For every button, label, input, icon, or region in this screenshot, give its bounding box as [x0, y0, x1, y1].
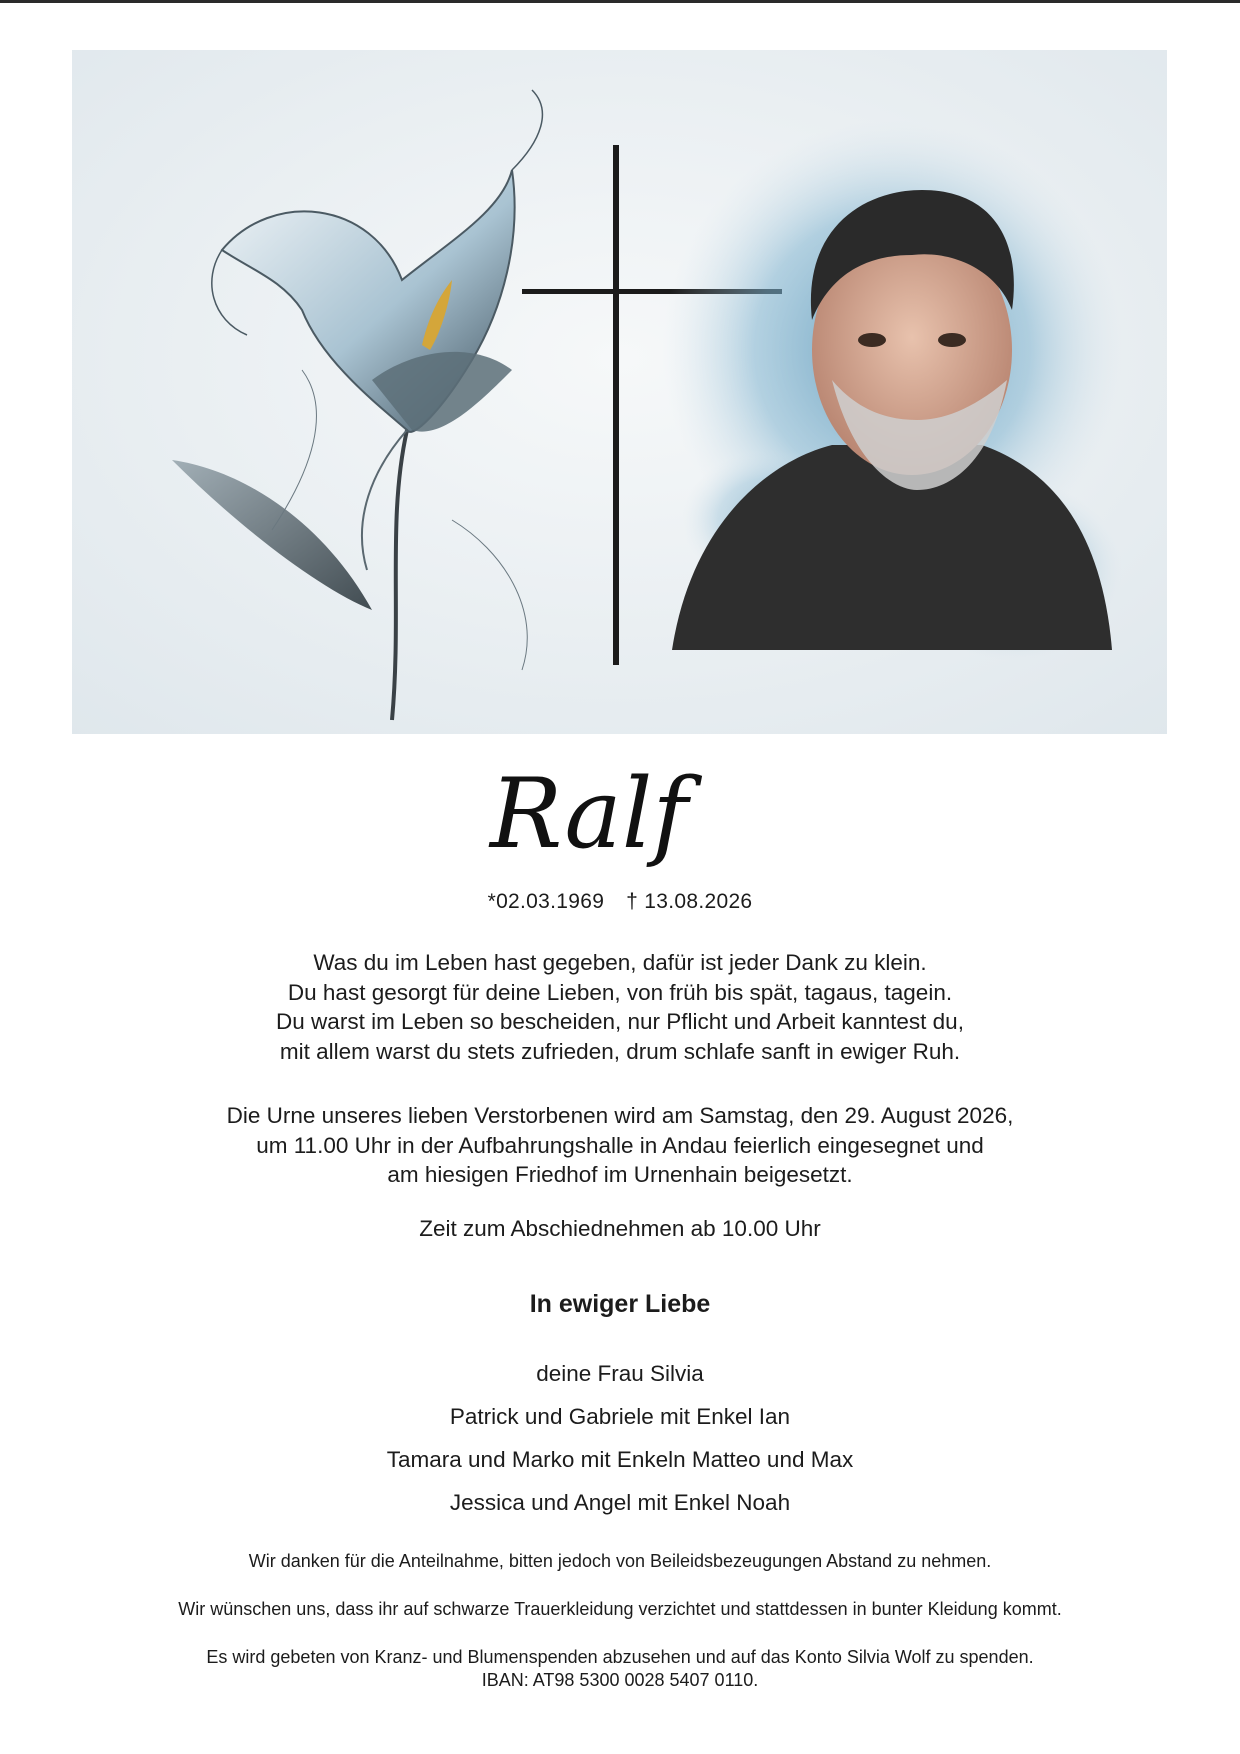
first-name: Ralf	[490, 758, 688, 870]
iban-line: IBAN: AT98 5300 0028 5407 0110.	[481, 1670, 759, 1690]
closing-notes	[0, 1550, 1240, 1692]
funeral-line: um 11.00 Uhr in der Aufbahrungshalle in Andau feierlich eingesegnet und	[256, 1132, 984, 1158]
mourners-list	[0, 1352, 1240, 1524]
life-dates	[0, 890, 1240, 914]
funeral-details	[0, 1101, 1240, 1190]
donation-note: Es wird gebeten von Kranz- und Blumenspenden abzusehen und auf das Konto Silvia Wolf zu spenden.	[206, 1647, 1034, 1667]
verse-line: mit allem warst du stets zufrieden, drum schlafe sanft in ewiger Ruh.	[279, 1038, 961, 1064]
top-border-line	[0, 0, 1240, 3]
funeral-line: Die Urne unseres lieben Verstorbenen wird am Samstag, den 29. August 2026,	[226, 1103, 1014, 1128]
verse-line: Du warst im Leben so bescheiden, nur Pflicht und Arbeit kanntest du,	[276, 1009, 964, 1034]
clothing-note: Wir wünschen uns, dass ihr auf schwarze Trauerkleidung verzichtet und stattdessen in bunter Kleidung kommt.	[178, 1599, 1062, 1619]
verse-line: Was du im Leben hast gegeben, dafür ist jeder Dank zu klein.	[313, 950, 927, 975]
birth-date: *02.03.1969	[487, 890, 605, 913]
death-symbol: †	[626, 890, 639, 913]
mourner-item: Tamara und Marko mit Enkeln Matteo und Max	[386, 1447, 854, 1472]
mourner-item: Jessica und Angel mit Enkel Noah	[449, 1490, 791, 1515]
deceased-name-script	[480, 742, 820, 892]
verse-line: Du hast gesorgt für deine Lieben, von früh bis spät, tagaus, tagein.	[287, 979, 953, 1005]
farewell-time: Zeit zum Abschiednehmen ab 10.00 Uhr	[419, 1216, 821, 1241]
mourner-item: deine Frau Silvia	[536, 1361, 704, 1386]
funeral-line: am hiesigen Friedhof im Urnenhain beigesetzt.	[387, 1162, 853, 1187]
signoff-heading: In ewiger Liebe	[529, 1290, 711, 1318]
mourner-item: Patrick und Gabriele mit Enkel Ian	[449, 1404, 791, 1429]
header-image	[72, 50, 1167, 734]
death-date: 13.08.2026	[644, 890, 753, 913]
condolence-note: Wir danken für die Anteilnahme, bitten jedoch von Beileidsbezeugungen Abstand zu nehmen.	[248, 1551, 992, 1571]
memorial-verse	[0, 948, 1240, 1066]
